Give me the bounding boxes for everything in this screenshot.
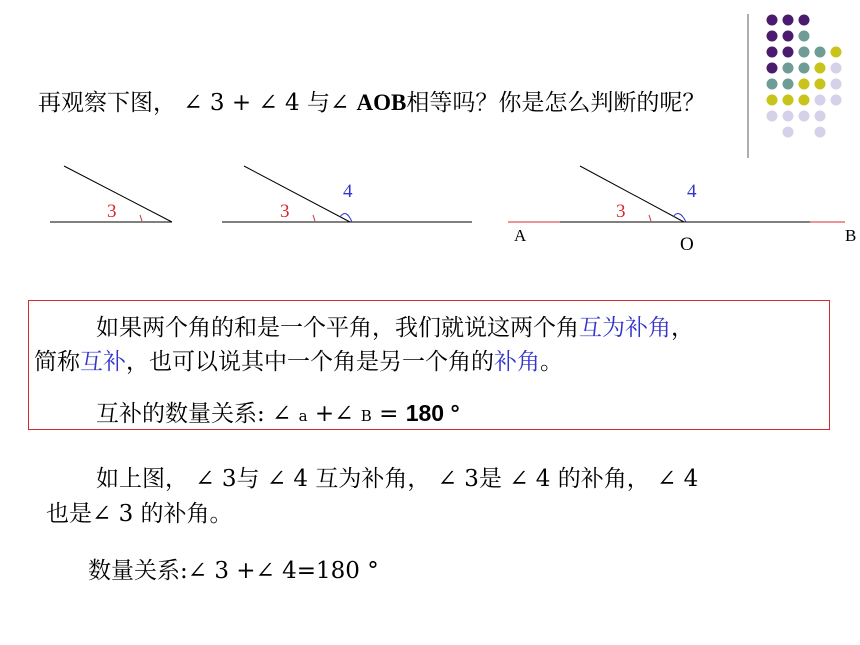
point-b-label: B [845,226,857,245]
fig1-angle3-label: 3 [107,201,117,222]
term-supplement: 补角 [494,349,540,375]
point-a-label: A [514,226,527,245]
question-suffix: 相等吗？你是怎么判断的呢？ [406,90,706,116]
fig3-angle4-label: 4 [687,181,697,202]
angle-figures [0,150,860,260]
question-text [38,84,705,117]
question-prefix: 再观察下图， ∠ 3 + ∠ 4 与∠ [38,90,357,116]
def-line1-text: 如果两个角的和是一个平角，我们就说这两个角 [96,315,579,341]
def-line2-end: 。 [540,349,563,375]
figure-1 [50,166,172,222]
figure-3 [508,166,856,255]
term-complementary: 互为补角 [579,315,671,341]
point-o-label: O [680,234,694,255]
beta-symbol: B [360,407,372,425]
fig2-angle3-label: 3 [280,201,290,222]
fig2-angle4-label: 4 [343,181,353,202]
equals-sign: = [371,401,406,427]
figure-2 [222,166,472,222]
relation-value: 180 ° [405,400,460,426]
decorative-dot-grid [740,10,860,160]
relation-formula [96,395,460,428]
example-line-2: 也是∠ 3 的补角。 [46,501,233,527]
def-line2-text-b: ，也可以说其中一个角是另一个角的 [126,349,494,375]
example-line-1: 如上图， ∠ 3与 ∠ 4 互为补角， ∠ 3是 ∠ 4 的补角， ∠ 4 [96,466,699,492]
definition-line-1 [96,309,694,342]
alpha-symbol: a [298,407,308,425]
def-line2-text-a: 简称 [34,349,80,375]
relation-label: 互补的数量关系: ∠ [96,401,299,427]
quantity-relation: 数量关系:∠ 3 +∠ 4=180 ° [88,558,379,584]
def-line1-end: ， [671,315,694,341]
plus-sign: +∠ [307,401,361,427]
definition-line-2 [34,343,563,376]
fig3-angle3-label: 3 [616,201,626,222]
term-short: 互补 [80,349,126,375]
question-bold: AOB [356,90,407,115]
